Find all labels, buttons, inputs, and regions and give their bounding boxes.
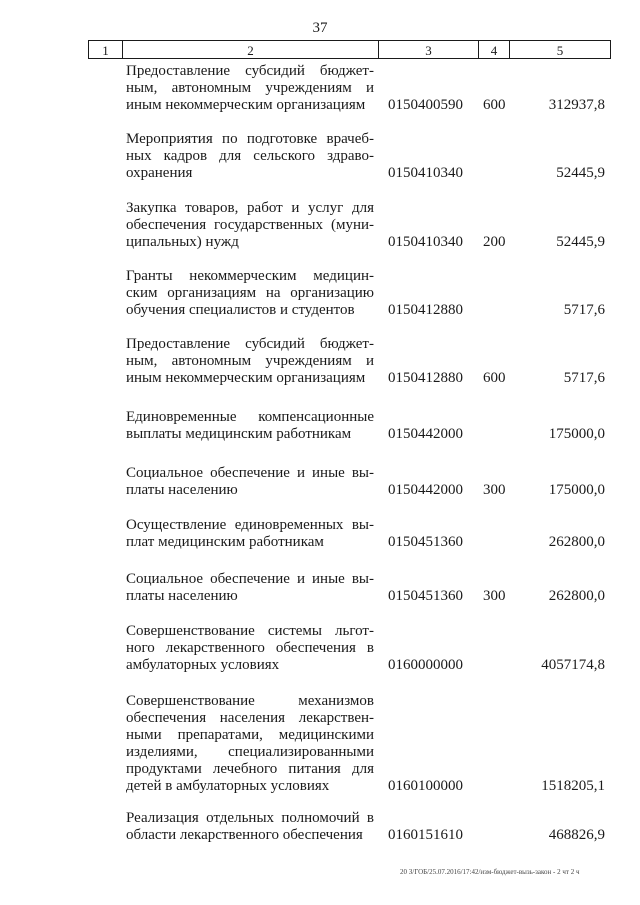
header-col-1: 1 [88, 40, 122, 59]
row-name-line: Реализация отдельных полномочий в [126, 810, 374, 826]
row-name-line: Мероприятия по подготовке врачеб- [126, 131, 374, 147]
row-code: 0150442000 [388, 426, 463, 442]
row-name [126, 810, 374, 844]
row-amount: 468826,9 [548, 827, 605, 843]
row-name-line: области лекарственного обеспечения [126, 827, 363, 843]
row-name-line: ным, автономным учреждениям и [126, 80, 374, 96]
row-name [126, 409, 374, 443]
row-name-line: ципальных) нужд [126, 234, 239, 250]
row-name [126, 693, 374, 795]
row-name-line: ных кадров для сельского здраво- [126, 148, 374, 164]
row-code: 0150412880 [388, 302, 463, 318]
row-type: 600 [483, 370, 506, 386]
row-code: 0150442000 [388, 482, 463, 498]
row-name-line: Единовременные компенсационные [126, 409, 374, 425]
row-code: 0150451360 [388, 588, 463, 604]
row-type: 200 [483, 234, 506, 250]
row-name-line: иным некоммерческим организациям [126, 370, 366, 386]
row-name-line: платы населению [126, 482, 238, 498]
row-name-line: ного лекарственного обеспечения в [126, 640, 374, 656]
row-name-line: амбулаторных условиях [126, 657, 280, 673]
row-name [126, 131, 374, 182]
header-col-4: 4 [478, 40, 509, 59]
row-amount: 52445,9 [556, 234, 605, 250]
row-name-line: охранения [126, 165, 193, 181]
row-amount: 5717,6 [563, 302, 605, 318]
row-name [126, 268, 374, 319]
row-name [126, 571, 374, 605]
row-amount: 1518205,1 [541, 778, 605, 794]
row-name [126, 517, 374, 551]
row-name [126, 63, 374, 114]
row-name-line: Социальное обеспечение и иные вы- [126, 571, 374, 587]
row-name-line: Закупка товаров, работ и услуг для [126, 200, 374, 216]
row-code: 0160100000 [388, 778, 463, 794]
row-code: 0150410340 [388, 234, 463, 250]
row-code: 0150400590 [388, 97, 463, 113]
row-name-line: иным некоммерческим организациям [126, 97, 366, 113]
row-name-line: Гранты некоммерческим медицин- [126, 268, 374, 284]
footer-note: 20 З/ГОБ/25.07.2016/17:42/изм-бюджет-вызь-закон - 2 чт 2 ч [400, 868, 580, 876]
row-amount: 52445,9 [556, 165, 605, 181]
row-amount: 4057174,8 [541, 657, 605, 673]
row-name-line: Совершенствование механизмов [126, 693, 374, 709]
row-type: 600 [483, 97, 506, 113]
header-col-5: 5 [509, 40, 611, 59]
row-name-line: Социальное обеспечение и иные вы- [126, 465, 374, 481]
row-amount: 262800,0 [548, 588, 605, 604]
row-name-line: Предоставление субсидий бюджет- [126, 336, 374, 352]
row-name-line: ными препаратами, медицинскими [126, 727, 374, 743]
row-code: 0150412880 [388, 370, 463, 386]
row-name-line: обучения специалистов и студентов [126, 302, 355, 318]
row-name-line: платы населению [126, 588, 238, 604]
row-code: 0150451360 [388, 534, 463, 550]
row-name [126, 200, 374, 251]
row-name-line: обеспечения государственных (муни- [126, 217, 374, 233]
row-type: 300 [483, 588, 506, 604]
row-amount: 262800,0 [548, 534, 605, 550]
row-name-line: обеспечения населения лекарствен- [126, 710, 374, 726]
row-name [126, 465, 374, 499]
header-col-3: 3 [378, 40, 478, 59]
row-code: 0150410340 [388, 165, 463, 181]
row-name-line: Осуществление единовременных вы- [126, 517, 374, 533]
row-amount: 5717,6 [563, 370, 605, 386]
row-amount: 175000,0 [548, 426, 605, 442]
page-number: 37 [312, 20, 328, 36]
row-type: 300 [483, 482, 506, 498]
row-code: 0160151610 [388, 827, 463, 843]
row-name-line: выплаты медицинским работникам [126, 426, 352, 442]
row-name-line: продуктами лечебного питания для [126, 761, 374, 777]
row-amount: 312937,8 [548, 97, 605, 113]
row-name-line: изделиями, специализированными [126, 744, 374, 760]
row-name-line: Предоставление субсидий бюджет- [126, 63, 374, 79]
row-name [126, 336, 374, 387]
header-col-2: 2 [122, 40, 378, 59]
row-name-line: плат медицинским работникам [126, 534, 324, 550]
row-name-line: Совершенствование системы льгот- [126, 623, 374, 639]
row-name-line: детей в амбулаторных условиях [126, 778, 330, 794]
row-code: 0160000000 [388, 657, 463, 673]
row-name-line: ским организациям на организацию [126, 285, 374, 301]
row-name [126, 623, 374, 674]
row-amount: 175000,0 [548, 482, 605, 498]
row-name-line: ным, автономным учреждениям и [126, 353, 374, 369]
